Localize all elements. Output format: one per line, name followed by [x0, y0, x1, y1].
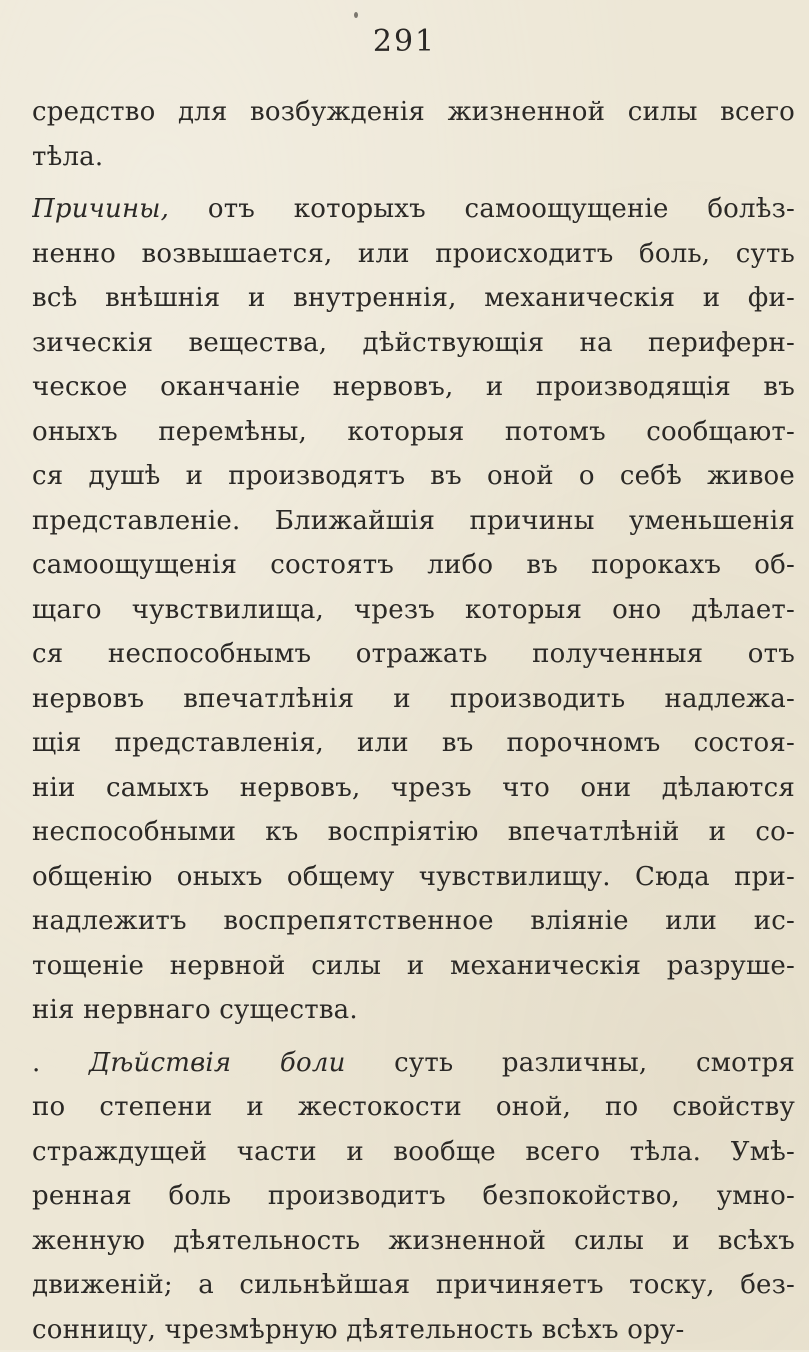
text-segment: ніи самыхъ нервовъ, чрезъ что они дѣлаются: [32, 773, 795, 803]
text-segment: надлежитъ воспрепятственное вліяніе или ис-: [32, 906, 795, 936]
text-line: [32, 1085, 795, 1130]
text-segment: ческое оканчаніе нервовъ, и производящія въ: [32, 372, 795, 402]
text-segment: сонницу, чрезмѣрную дѣятельность всѣхъ ору-: [32, 1315, 684, 1345]
text-line: [32, 1130, 795, 1175]
text-segment: движеній; а сильнѣйшая причиняетъ тоску, без-: [32, 1270, 795, 1300]
text-segment: страждущей части и вообще всего тѣла. Умѣ-: [32, 1137, 795, 1167]
text-segment: нія нервнаго существа.: [32, 995, 358, 1025]
text-segment: суть различны, смотря: [346, 1048, 795, 1078]
text-line: [32, 899, 795, 944]
text-segment: оныхъ перемѣны, которыя потомъ сообщают-: [32, 417, 795, 447]
text-line: [32, 1219, 795, 1264]
text-segment: тѣла.: [32, 142, 103, 172]
text-segment: общенію оныхъ общему чувствилищу. Сюда при-: [32, 862, 795, 892]
text-line: [32, 1174, 795, 1219]
text-line: [32, 588, 795, 633]
text-segment: щія представленія, или въ порочномъ состоя-: [32, 728, 795, 758]
text-segment: тощеніе нервной силы и механическія разруше-: [32, 951, 795, 981]
text-line: [32, 944, 795, 989]
text-line: [32, 1308, 795, 1352]
text-line: [32, 90, 795, 135]
text-line: [32, 135, 795, 180]
text-segment: представленіе. Ближайшія причины уменьшенія: [32, 506, 795, 536]
text-segment: ненно возвышается, или происходитъ боль, суть: [32, 239, 795, 269]
text-segment: щаго чувствилища, чрезъ которыя оно дѣлает-: [32, 595, 795, 625]
page-number: 291: [0, 24, 809, 59]
text-line: [32, 276, 795, 321]
text-line: [32, 232, 795, 277]
text-segment: всѣ внѣшнія и внутреннія, механическія и фи-: [32, 283, 795, 313]
text-line: [32, 365, 795, 410]
text-segment: ся душѣ и производятъ въ оной о себѣ живое: [32, 461, 795, 491]
text-line: [32, 187, 795, 232]
body-text: [32, 90, 795, 1352]
text-segment: женную дѣятельность жизненной силы и всѣхъ: [32, 1226, 795, 1256]
ink-spot: [354, 12, 358, 18]
text-line: [32, 766, 795, 811]
text-segment: зическія вещества, дѣйствующія на периферн-: [32, 328, 795, 358]
text-line: [32, 321, 795, 366]
text-line: [32, 454, 795, 499]
text-line: [32, 543, 795, 588]
text-segment: нервовъ впечатлѣнія и производить надлежа-: [32, 684, 795, 714]
text-segment: по степени и жестокости оной, по свойству: [32, 1092, 795, 1122]
italic-heading: Дѣйствія боли: [89, 1048, 346, 1078]
text-segment: неспособными къ воспріятію впечатлѣній и со-: [32, 817, 795, 847]
italic-heading: Причины,: [32, 194, 169, 224]
text-segment: ся неспособнымъ отражать полученныя отъ: [32, 639, 795, 669]
text-line: [32, 677, 795, 722]
text-line: [32, 721, 795, 766]
text-segment: .: [32, 1048, 89, 1078]
text-line: [32, 499, 795, 544]
text-segment: ренная боль производитъ безпокойство, умно-: [32, 1181, 795, 1211]
text-line: [32, 855, 795, 900]
text-line: [32, 1263, 795, 1308]
text-line: [32, 1041, 795, 1086]
text-line: [32, 632, 795, 677]
text-segment: отъ которыхъ самоощущеніе болѣз-: [169, 194, 795, 224]
text-line: [32, 810, 795, 855]
text-line: [32, 410, 795, 455]
text-segment: средство для возбужденія жизненной силы всего: [32, 97, 795, 127]
text-line: [32, 988, 795, 1033]
text-segment: самоощущенія состоятъ либо въ порокахъ об-: [32, 550, 795, 580]
